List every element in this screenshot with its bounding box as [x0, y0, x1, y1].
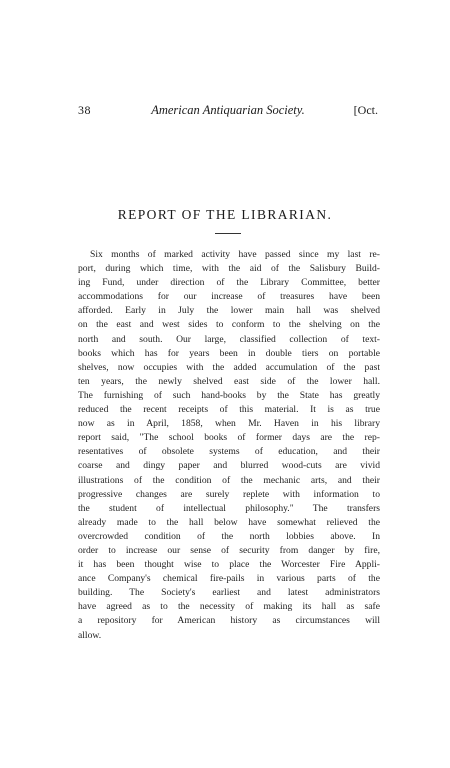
text-line: coarse and dingy paper and blurred wood-cuts are vivid	[78, 460, 380, 472]
page-number: 38	[78, 103, 91, 117]
report-title: REPORT OF THE LIBRARIAN.	[117, 207, 333, 222]
text-line: shelves, now occupies with the added accumulation of the past	[78, 361, 380, 373]
text-line: already made to the hall below have somewhat relieved the	[78, 516, 380, 528]
text-line: building. The Society's earliest and latest administrators	[78, 587, 380, 599]
text-line: port, during which time, with the aid of the Salisbury Build-	[78, 263, 380, 275]
text-line: it has been thought wise to place the Worcester Fire Appli-	[78, 559, 380, 571]
text-line: progressive changes are surely replete with information to	[78, 488, 380, 500]
text-line: a repository for American history as circumstances will	[78, 615, 380, 627]
text-line: now as in April, 1858, when Mr. Haven in his library	[78, 418, 380, 430]
running-head	[78, 103, 378, 119]
text-line: resentatives of obsolete systems of education, and their	[78, 446, 380, 458]
text-line: accommodations for our increase of treasures have been	[78, 291, 380, 303]
title-rule	[215, 233, 241, 234]
text-line: afforded. Early in July the lower main hall was shelved	[78, 305, 380, 317]
text-line: ing Fund, under direction of the Library Committee, better	[78, 277, 380, 289]
text-line: ance Company's chemical fire-pails in various parts of the	[78, 573, 380, 585]
text-line: Six months of marked activity have passed since my last re-	[90, 249, 380, 260]
running-head-month: [Oct.	[353, 103, 378, 117]
report-body	[78, 248, 380, 643]
text-line: overcrowded condition of the north lobbies above. In	[78, 530, 380, 542]
text-line: north and south. Our large, classified collection of text-	[78, 333, 380, 345]
journal-title: American Antiquarian Society.	[151, 103, 305, 117]
text-line: ten years, the newly shelved east side of the lower hall.	[78, 375, 380, 387]
text-line: report said, "The school books of former days are the rep-	[78, 432, 380, 444]
text-line: on the east and west sides to conform to the shelving on the	[78, 319, 380, 331]
text-line: books which has for years been in double tiers on portable	[78, 347, 380, 359]
text-line: illustrations of the condition of the mechanic arts, and their	[78, 474, 380, 486]
text-line: the student of intellectual philosophy." The transfers	[78, 502, 380, 514]
text-line: The furnishing of such hand-books by the State has greatly	[78, 389, 380, 401]
text-line: have agreed as to the necessity of making its hall as safe	[78, 601, 380, 613]
text-line: order to increase our sense of security from danger by fire,	[78, 544, 380, 556]
text-line: reduced the recent receipts of this material. It is as true	[78, 404, 380, 416]
text-line: allow.	[78, 629, 102, 641]
